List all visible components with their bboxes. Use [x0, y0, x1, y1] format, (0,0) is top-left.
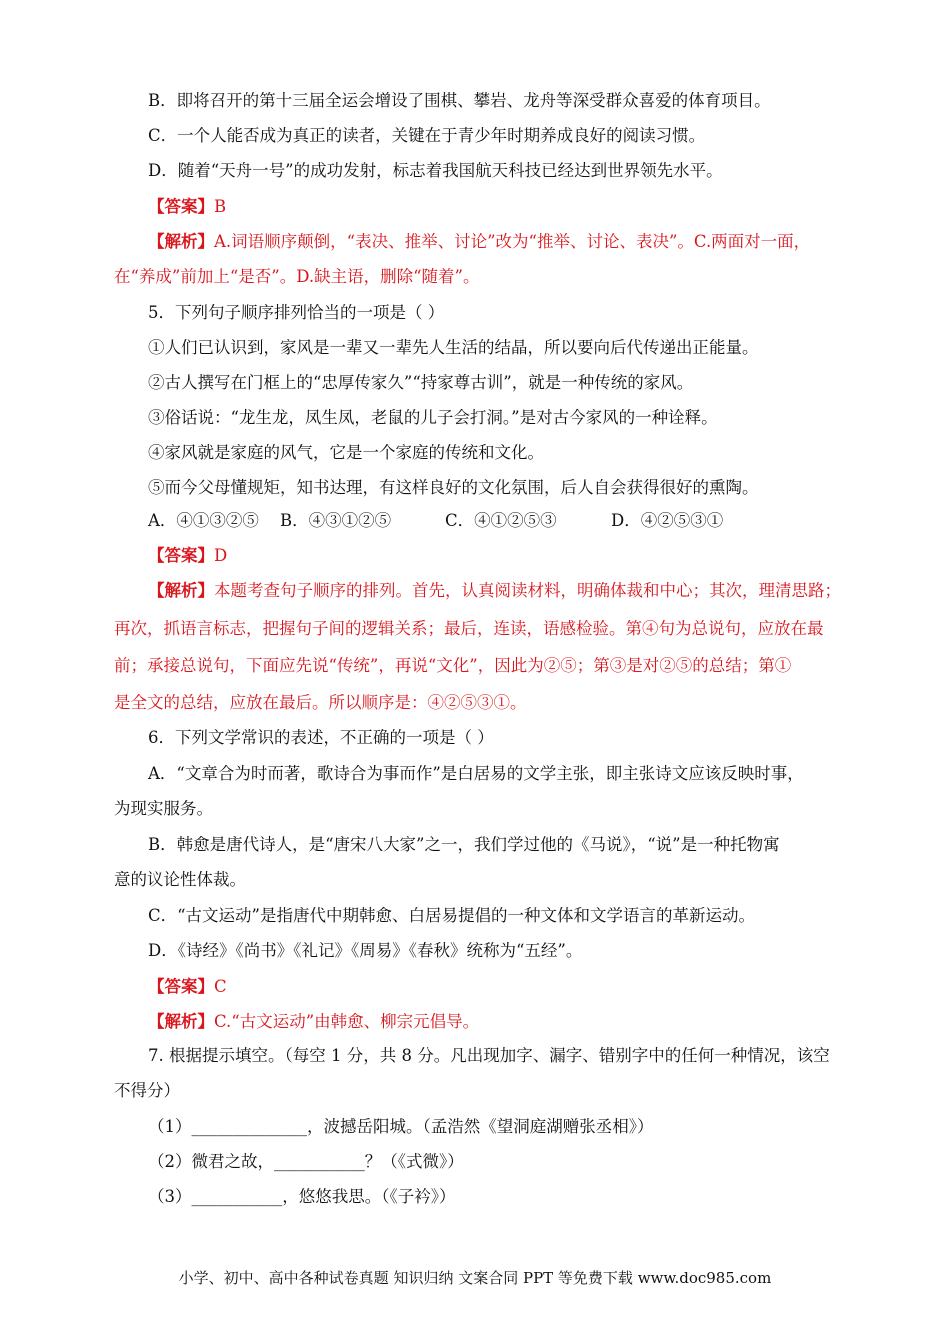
q5-analysis-cont-3: 是全文的总结，应放在最后。所以顺序是：④②⑤③①。 — [114, 693, 527, 712]
q4-option-c: C．一个人能否成为真正的读者，关键在于青少年时期养成良好的阅读习惯。 — [148, 126, 706, 145]
q6-option-b-cont: 意的议论性体裁。 — [114, 870, 246, 889]
analysis-tag: 【解析】 — [148, 1012, 214, 1031]
q6-analysis — [148, 1011, 479, 1033]
q6-option-a: A．“文章合为时而著，歌诗合为事而作”是白居易的文学主张，即主张诗文应该反映时事， — [148, 764, 804, 783]
q6-answer — [148, 976, 227, 998]
q5-sentence-5: ⑤而今父母懂规矩，知书达理，有这样良好的文化氛围，后人自会获得很好的熏陶。 — [148, 478, 759, 497]
q5-sentence-3: ③俗话说：“龙生龙，凤生凤，老鼠的儿子会打洞。”是对古今家风的一种诠释。 — [148, 408, 718, 427]
q5-sentence-1: ①人们已认识到，家风是一辈又一辈先人生活的结晶，所以要向后代传递出正能量。 — [148, 338, 759, 357]
answer-tag: 【答案】 — [148, 546, 214, 565]
q7-stem: 7. 根据提示填空。（每空 1 分，共 8 分。凡出现加字、漏字、错别字中的任何一种情况，该空 — [148, 1046, 830, 1065]
answer-value: B — [214, 197, 227, 216]
q6-stem: 6．下列文学常识的表述，不正确的一项是（ ） — [148, 728, 494, 747]
q7-item-1: （1）______________，波撼岳阳城。（孟浩然《望洞庭湖赠张丞相》） — [148, 1117, 654, 1136]
q5-analysis-cont-1: 再次，抓语言标志，把握句子间的逻辑关系；最后，连读，语感检验。第④句为总说句，应放在最 — [114, 619, 824, 638]
analysis-text: A.词语顺序颠倒，“表决、推举、讨论”改为“推举、讨论、表决”。C.两面对一面， — [214, 232, 811, 251]
q4-analysis — [148, 231, 810, 253]
q5-option-b: B．④③①②⑤ — [280, 511, 392, 530]
analysis-tag: 【解析】 — [148, 232, 214, 251]
q5-options — [148, 510, 723, 532]
q5-option-d: D．④②⑤③① — [611, 511, 724, 530]
q5-stem: 5．下列句子顺序排列恰当的一项是（ ） — [148, 303, 445, 322]
analysis-text: 本题考查句子顺序的排列。首先，认真阅读材料，明确体裁和中心；其次，理清思路； — [214, 581, 841, 600]
q7-stem-cont: 不得分） — [114, 1081, 180, 1100]
q4-option-d: D．随着“天舟一号”的成功发射，标志着我国航天科技已经达到世界领先水平。 — [148, 161, 723, 180]
q6-option-b: B．韩愈是唐代诗人，是“唐宋八大家”之一，我们学过他的《马说》，“说”是一种托物寓 — [148, 835, 780, 854]
q5-analysis-cont-2: 前；承接总说句，下面应先说“传统”，再说“文化”，因此为②⑤；第③是对②⑤的总结；第① — [114, 656, 792, 675]
q4-option-b: B．即将召开的第十三届全运会增设了围棋、攀岩、龙舟等深受群众喜爱的体育项目。 — [148, 91, 771, 110]
q5-analysis — [148, 580, 841, 602]
answer-value: C — [214, 977, 227, 996]
q4-answer — [148, 196, 226, 218]
q6-option-c: C．“古文运动”是指唐代中期韩愈、白居易提倡的一种文体和文学语言的革新运动。 — [148, 906, 755, 925]
q5-option-a: A．④①③②⑤ — [148, 511, 259, 530]
answer-tag: 【答案】 — [148, 197, 214, 216]
answer-value: D — [214, 546, 228, 565]
q6-option-d: D．《诗经》《尚书》《礼记》《周易》《春秋》统称为“五经”。 — [148, 941, 583, 960]
answer-tag: 【答案】 — [148, 977, 214, 996]
q7-item-2: （2）微君之故，___________？（《式微》） — [148, 1152, 464, 1171]
analysis-tag: 【解析】 — [148, 581, 214, 600]
q5-option-c: C．④①②⑤③ — [445, 511, 557, 530]
q5-sentence-4: ④家风就是家庭的风气，它是一个家庭的传统和文化。 — [148, 443, 544, 462]
q7-item-3: （3）___________，悠悠我思。（《子衿》） — [148, 1187, 456, 1206]
q4-analysis-cont: 在“养成”前加上“是否”。D.缺主语，删除“随着”。 — [114, 267, 480, 286]
q6-option-a-cont: 为现实服务。 — [114, 799, 213, 818]
page-footer: 小学、初中、高中各种试卷真题 知识归纳 文案合同 PPT 等免费下载 www.doc985.com — [178, 1269, 772, 1287]
q5-sentence-2: ②古人撰写在门框上的“忠厚传家久”“持家尊古训”，就是一种传统的家风。 — [148, 373, 694, 392]
analysis-text: C.“古文运动”由韩愈、柳宗元倡导。 — [214, 1012, 480, 1031]
q5-answer — [148, 545, 227, 567]
